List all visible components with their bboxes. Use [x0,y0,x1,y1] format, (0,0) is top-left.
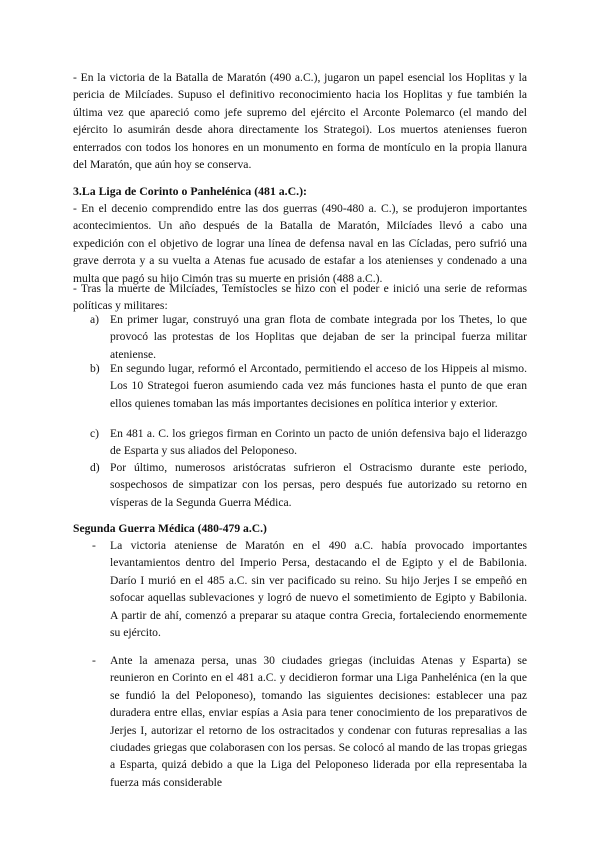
intro-paragraph: - En la victoria de la Batalla de Maratón (490 a.C.), jugaron un papel esencial los Hoplitas y la pericia de Milcíades. Supuso el definitivo reconocimiento hacia los Hoplitas y fue también la última vez que apareció como jefe supremo del ejército el Arconte Polemarco (el mando del ejército lo asumirán desde ahora directamente los Strategoi). Los muertos atenienses fueron enterrados con todos los honores en un monumento en forma de montículo en la propia llanura del Maratón, que aún hoy se conserva. [73,71,527,172]
list-item-marker: - [92,539,96,552]
list-item-marker: b) [90,362,100,375]
list-item: Ante la amenaza persa, unas 30 ciudades griegas (incluidas Atenas y Esparta) se reunieron en Corinto en el 481 a.C. y decidieron formar una Liga Panhelénica (en la que se fundió la del Peloponeso), tomando las siguientes decisiones: establecer una paz duradera entre ellas, enviar espías a Asia para tener conocimiento de los preparativos de Jerjes I, autorizar el retorno de los ostracitados y condenar con futuras represalias a las ciudades griegas que colaborasen con los persas. Se colocó al mando de las tropas griegas a Esparta, quizá debido a que la Liga del Peloponeso liderada por ella representaba la fuerza más considerable [110,654,527,789]
list-item-marker: - [92,654,96,667]
list-item: Por último, numerosos aristócratas sufrieron el Ostracismo durante este periodo, sospechosos de simpatizar con los persas, pero después fue autorizado su retorno en vísperas de la Segunda Guerra Médica. [110,461,527,509]
list-item-marker: d) [90,461,100,474]
list-item-marker: a) [90,313,100,326]
list-item: En segundo lugar, reformó el Arcontado, permitiendo el acceso de los Hippeis al mismo. Los 10 Strategoi fueron asumiendo cada vez más funciones hasta el punto de que eran ellos quienes tomaban las más importantes decisiones en política interior y exterior. [110,362,527,410]
second-war-heading: Segunda Guerra Médica (480-479 a.C.) [73,522,267,535]
list-item: En primer lugar, construyó una gran flota de combate integrada por los Thetes, lo que provocó las protestas de los Hoplitas que dejaban de ser la principal fuerza militar ateniense. [110,313,527,361]
list-item: En 481 a. C. los griegos firman en Corinto un pacto de unión defensiva bajo el liderazgo de Esparta y sus aliados del Peloponeso. [110,427,527,458]
list-item: La victoria ateniense de Maratón en el 490 a.C. había provocado importantes levantamientos dentro del Imperio Persa, destacando el de Egipto y el de Babilonia. Darío I murió en el 485 a.C. sin ver pacificado su reino. Su hijo Jerjes I se empeñó en sofocar aquellas sublevaciones y logró de nuevo el sometimiento de Egipto y Babilonia. A partir de ahí, comenzó a preparar su ataque contra Grecia, fortaleciendo enormemente su ejército. [110,539,527,640]
section3-paragraph-1: - En el decenio comprendido entre las dos guerras (490-480 a. C.), se produjeron importantes acontecimientos. Un año después de la Batalla de Maratón, Milcíades llevó a cabo una expedición con el objetivo de lograr una línea de defensa naval en las Cícladas, pero sufrió una grave derrota y a su vuelta a Atenas fue acusado de estafar a los atenienses y condenado a una multa que pagó su hijo Cimón tras su muerte en prisión (488 a.C.). [73,202,527,285]
section3-heading: 3.La Liga de Corinto o Panhelénica (481 a.C.): [73,184,307,198]
section3-paragraph-2: - Tras la muerte de Milcíades, Temístocles se hizo con el poder e inició una serie de reformas políticas y militares: [73,282,527,313]
list-item-marker: c) [90,427,100,440]
